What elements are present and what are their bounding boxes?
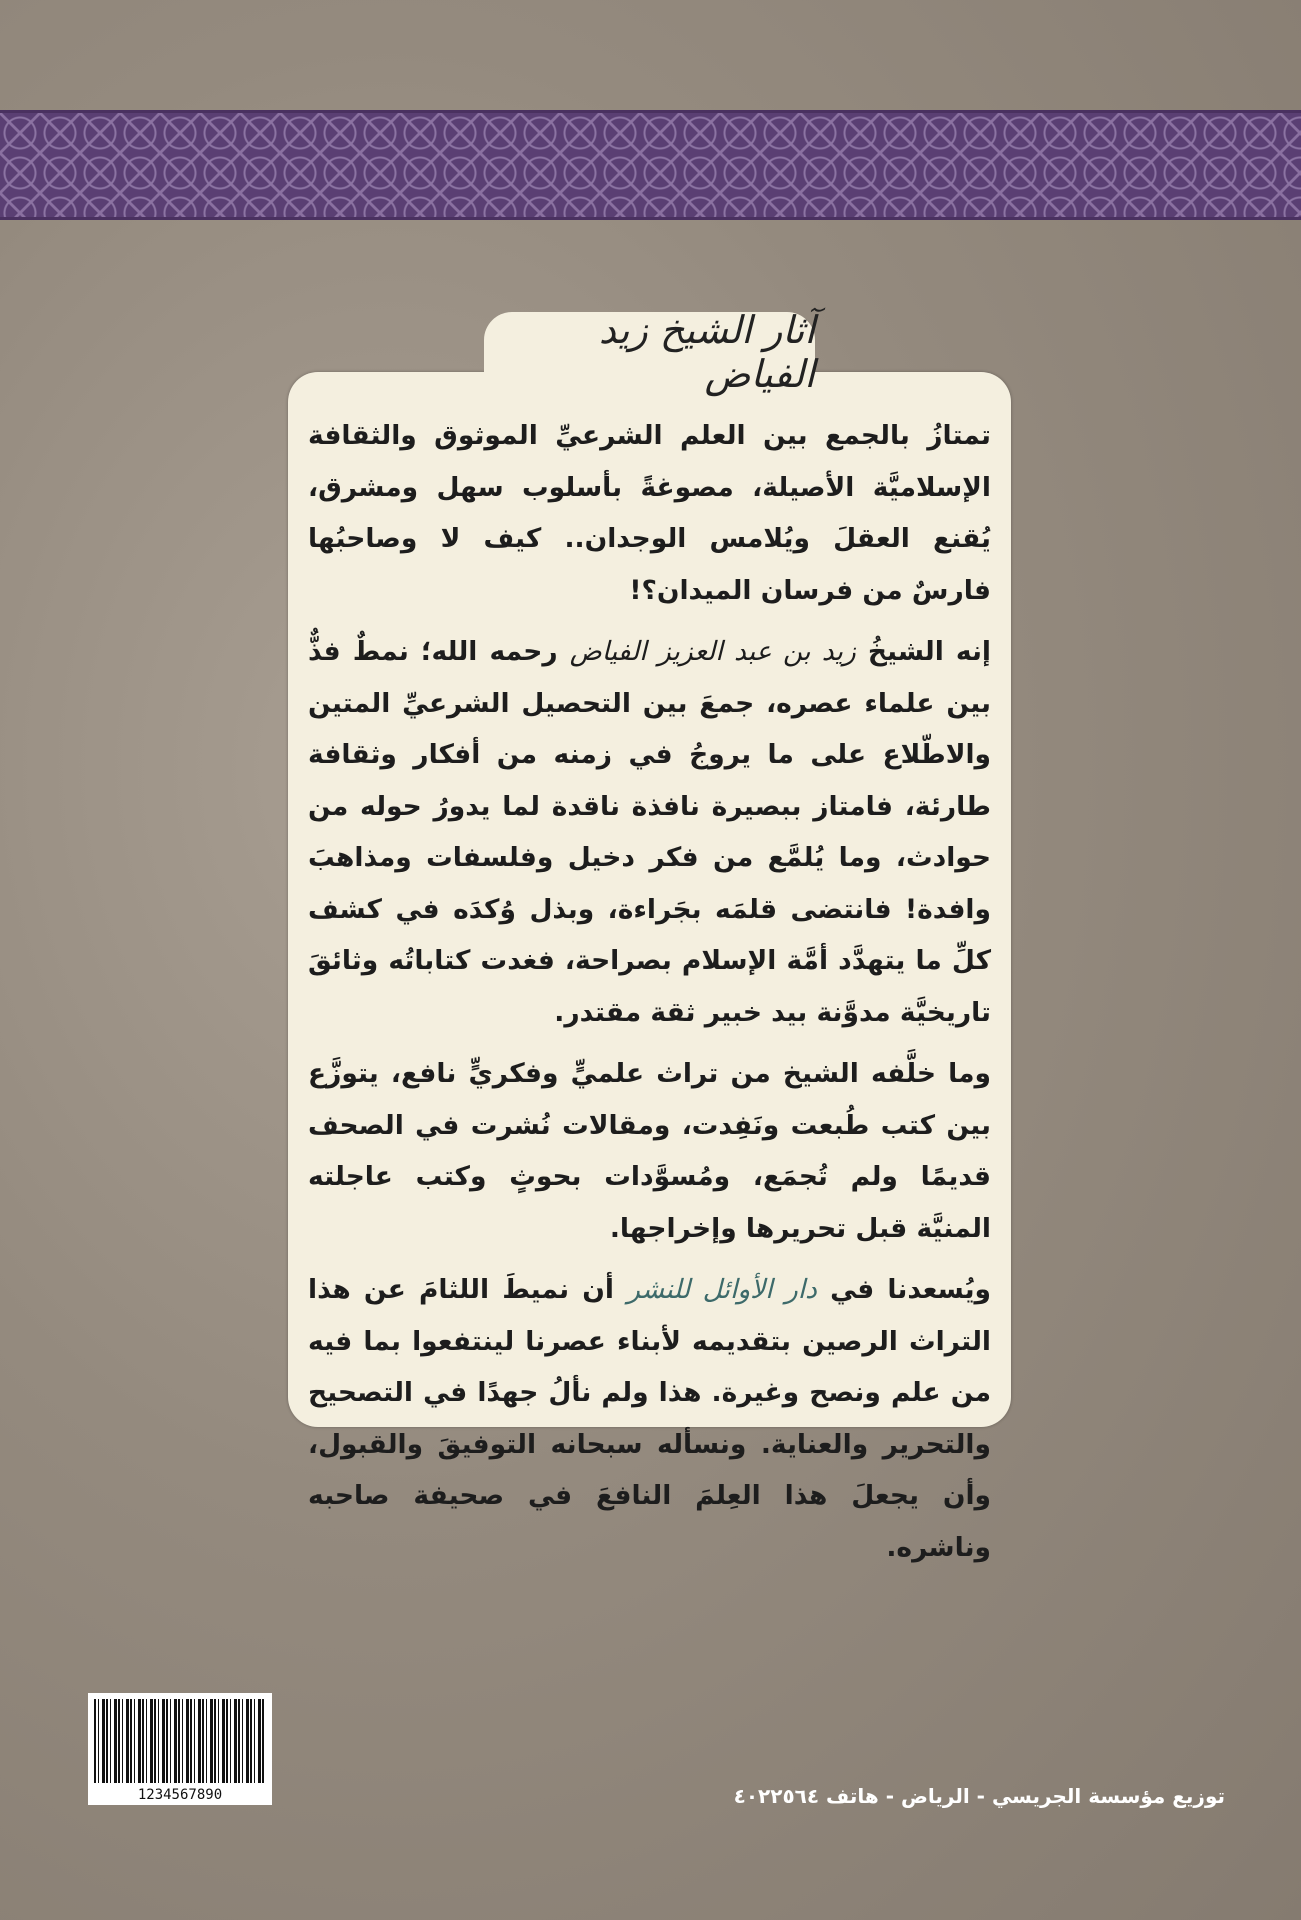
paragraph-4: ويُسعدنا في دار الأوائل للنشر أن نميطَ اللثامَ عن هذا التراث الرصين بتقديمه لأبناء عصرنا لينتفعوا بما فيه من علم ونصح وغيرة. هذا ولم نألُ جهدًا في التصحيح والتحرير والعناية. ونسأله سبحانه التوفيقَ والقبول، وأن يجعلَ هذا العِلمَ النافعَ في صحيفة صاحبه وناشره. [308, 1274, 991, 1563]
paragraph-1: تمتازُ بالجمع بين العلم الشرعيِّ الموثوق والثقافة الإسلاميَّة الأصيلة، مصوغةً بأسلوب سهل ومشرق، يُقنع العقلَ ويُلامس الوجدان.. كيف لا وصاحبُها فارسٌ من فرسان الميدان؟! [308, 420, 991, 606]
barcode-number: 1234567890 [137, 1787, 223, 1803]
barcode-bars [94, 1699, 266, 1783]
barcode [88, 1693, 272, 1805]
paragraph-3: وما خلَّفه الشيخ من تراث علميٍّ وفكريٍّ نافع، يتوزَّع بين كتب طُبعت ونَفِدت، ومقالات نُشرت في الصحف قديمًا ولم تُجمَع، ومُسوَّدات بحوثٍ وكتب عاجلته المنيَّة قبل تحريرها وإخراجها. [308, 1058, 991, 1244]
author-name: زيد بن عبد العزيز الفياض [569, 636, 856, 667]
publisher-logo: دار الأوائل للنشر [627, 1274, 817, 1305]
paragraph-2: إنه الشيخُ زيد بن عبد العزيز الفياض رحمه الله؛ نمطٌ فذٌّ بين علماء عصره، جمعَ بين التحصيل الشرعيِّ المتين والاطّلاع على ما يروجُ في زمنه من أفكار وثقافة طارئة، فامتاز ببصيرة نافذة ناقدة لما يدورُ حوله من حوادث، وما يُلمَّع من فكر دخيل وفلسفات ومذاهبَ وافدة! فانتضى قلمَه بجَراءة، وبذل وُكدَه في كشف كلِّ ما يتهدَّد أمَّة الإسلام بصراحة، فغدت كتاباتُه وثائقَ تاريخيَّة مدوَّنة بيد خبير ثقة مقتدر. [308, 636, 991, 1028]
series-title: آثار الشيخ زيد الفياض [598, 308, 815, 396]
decorative-pattern-band [0, 110, 1301, 220]
title-tab [484, 308, 815, 396]
description-text [308, 410, 991, 1583]
distribution-info: توزيع مؤسسة الجريسي - الرياض - هاتف ٤٠٢٢٥٦٤ [733, 1784, 1225, 1808]
